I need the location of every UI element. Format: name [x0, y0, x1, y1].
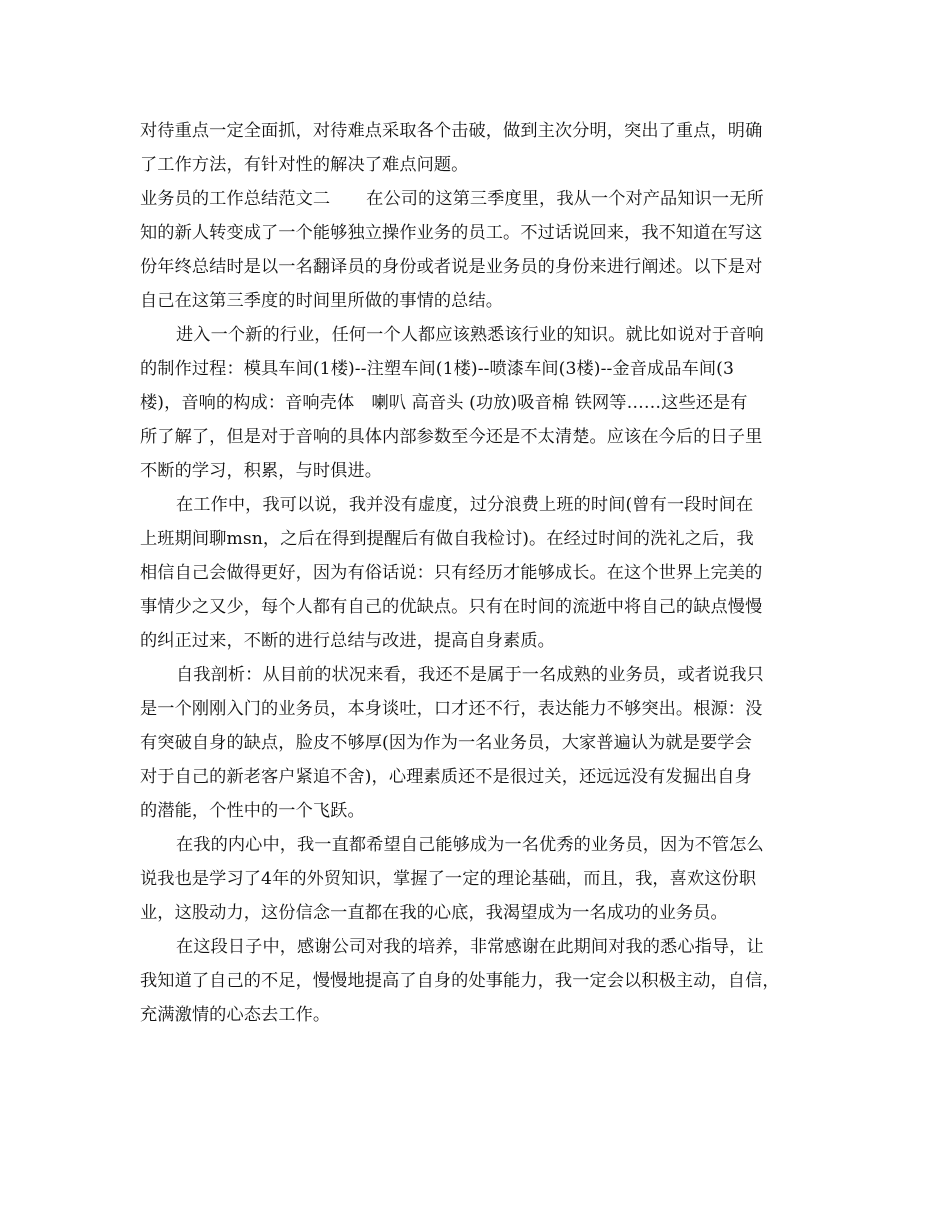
section-heading: 业务员的工作总结范文二: [140, 189, 331, 209]
text-line: 所了解了，但是对于音响的具体内部参数至今还是不太清楚。应该在今后的日子里: [140, 427, 763, 447]
text-line: 了工作方法，有针对性的解决了难点问题。: [140, 155, 469, 175]
text-line: 有突破自身的缺点，脸皮不够厚(因为作为一名业务员，大家普遍认为就是要学会: [140, 733, 752, 753]
text-line: 上班期间聊msn，之后在得到提醒后有做自我检讨)。在经过时间的洗礼之后，我: [140, 529, 754, 549]
text-line: 对待重点一定全面抓，对待难点采取各个击破，做到主次分明，突出了重点，明确: [140, 121, 763, 141]
text-line: 对于自己的新老客户紧追不舍)，心理素质还不是很过关，还远远没有发掘出自身: [140, 767, 752, 787]
text-line-with-heading: [140, 182, 830, 216]
text-line: 我知道了自己的不足，慢慢地提高了自身的处事能力，我一定会以积极主动，自信，: [140, 971, 780, 991]
text-line: 份年终总结时是以一名翻译员的身份或者说是业务员的身份来进行阐述。以下是对: [140, 257, 763, 277]
text-line: 相信自己会做得更好，因为有俗话说：只有经历才能够成长。在这个世界上完美的: [140, 563, 763, 583]
text-line: 业，这股动力，这份信念一直都在我的心底，我渴望成为一名成功的业务员。: [140, 903, 728, 923]
text-line: 在工作中，我可以说，我并没有虚度，过分浪费上班的时间(曾有一段时间在: [176, 495, 754, 515]
text-line: 说我也是学习了4年的外贸知识，掌握了一定的理论基础，而且，我，喜欢这份职: [140, 869, 757, 889]
text-line: 是一个刚刚入门的业务员，本身谈吐，口才还不行，表达能力不够突出。根源：没: [140, 699, 763, 719]
text-line: 进入一个新的行业，任何一个人都应该熟悉该行业的知识。就比如说对于音响: [176, 325, 764, 345]
paragraph-2: [140, 182, 830, 318]
text-line: 在这段日子中，感谢公司对我的培养，非常感谢在此期间对我的悉心指导，让: [176, 937, 764, 957]
text-line: 的制作过程：模具车间(1楼)--注塑车间(1楼)--喷漆车间(3楼)--金音成品车间(3: [140, 359, 734, 379]
text-line: 自我剖析：从目前的状况来看，我还不是属于一名成熟的业务员，或者说我只: [176, 665, 764, 685]
text-line: 在我的内心中，我一直都希望自己能够成为一名优秀的业务员，因为不管怎么: [176, 835, 764, 855]
text-line: 自己在这第三季度的时间里所做的事情的总结。: [140, 291, 504, 311]
text-line-inline: 在公司的这第三季度里，我从一个对产品知识一无所: [366, 189, 764, 209]
paragraph-1: [140, 114, 830, 182]
text-line: 的潜能，个性中的一个飞跃。: [140, 801, 365, 821]
paragraph-7: [140, 930, 830, 1032]
paragraph-3: [140, 318, 830, 488]
text-line: 事情少之又少，每个人都有自己的优缺点。只有在时间的流逝中将自己的缺点慢慢: [140, 597, 763, 617]
text-line: 楼)，音响的构成：音响壳体 喇叭 高音头 (功放)吸音棉 铁网等……这些还是有: [140, 393, 748, 413]
text-line: 知的新人转变成了一个能够独立操作业务的员工。不过话说回来，我不知道在写这: [140, 223, 763, 243]
text-line: 充满激情的心态去工作。: [140, 1005, 331, 1025]
paragraph-5: [140, 658, 830, 828]
text-line: 不断的学习，积累，与时俱进。: [140, 461, 383, 481]
text-line: 的纠正过来，不断的进行总结与改进，提高自身素质。: [140, 631, 555, 651]
paragraph-6: [140, 828, 830, 930]
paragraph-4: [140, 488, 830, 658]
